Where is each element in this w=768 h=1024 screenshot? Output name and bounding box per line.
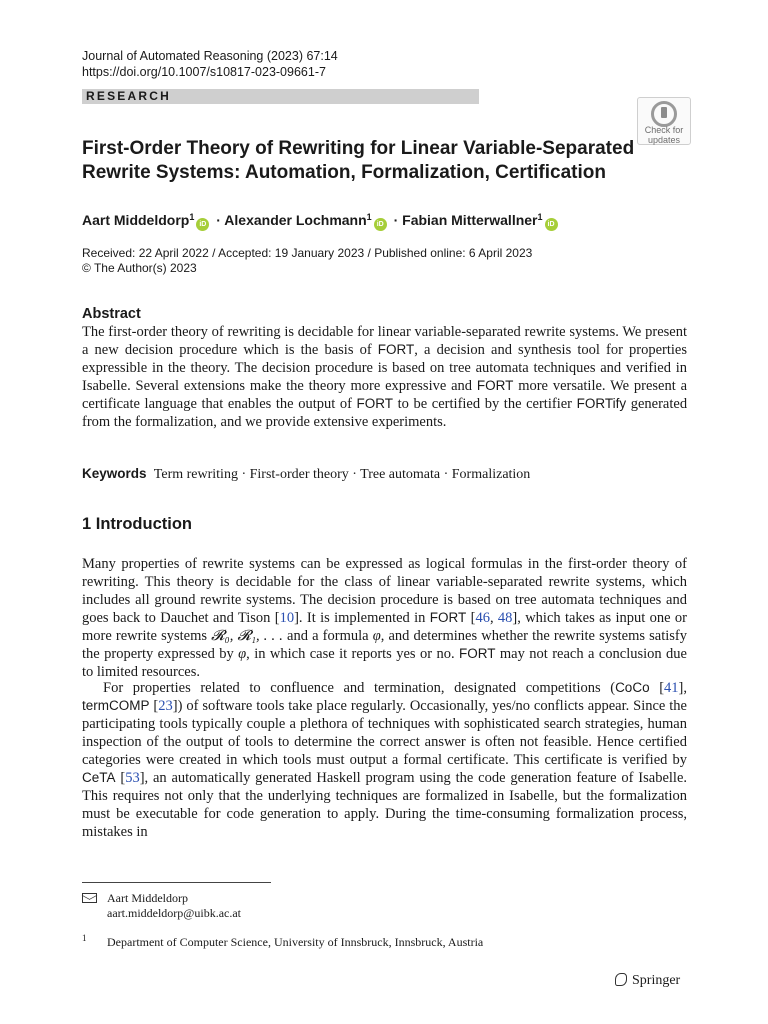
publisher-name: Springer [632, 973, 681, 988]
section-banner [82, 89, 479, 104]
check-updates-text-2: updates [647, 135, 681, 145]
author-list [82, 208, 561, 231]
abstract-body: The first-order theory of rewriting is decidable for linear variable-separated rewrite systems. We present a new decision procedure which is the basis of FORT, a decision and synthesis tool for properties expressible in the theory. The decision procedure is based on tree automata techniques and verified in Isabelle. Several extensions make the theory more expressive and FORT more versatile. We present a certificate language that enables the output of FORT to be certified by the certifier FORTify generated from the formalization, and we provide extensive experiments. [82, 324, 688, 430]
publication-dates [82, 246, 532, 276]
orcid-icon[interactable]: iD [545, 218, 558, 231]
tool-name: CeTA [82, 770, 116, 785]
orcid-icon[interactable]: iD [196, 218, 209, 231]
affiliation-number: 1 [82, 933, 87, 943]
author-affiliation-mark: 1 [366, 212, 372, 222]
doi-link[interactable]: https://doi.org/10.1007/s10817-023-09661-7 [82, 65, 326, 79]
math-formula: φ [372, 628, 381, 644]
citation-link[interactable]: 46 [475, 610, 490, 626]
author-affiliation-mark: 1 [189, 212, 195, 222]
author-separator: · [393, 212, 399, 228]
citation-link[interactable]: 53 [125, 770, 140, 786]
keywords-list: Term rewriting · First-order theory · Tree automata · Formalization [153, 467, 531, 482]
tool-name: termCOMP [82, 698, 150, 713]
copyright: © The Author(s) 2023 [82, 261, 197, 275]
springer-horse-icon [615, 973, 627, 986]
history-dates: Received: 22 April 2022 / Accepted: 19 January 2023 / Published online: 6 April 2023 [82, 246, 533, 260]
corresponding-author-email[interactable]: aart.middeldorp@uibk.ac.at [107, 906, 242, 920]
math-formula: φ [238, 646, 247, 662]
tool-name: FORT [356, 396, 394, 411]
journal-citation: Journal of Automated Reasoning (2023) 67:14 [82, 49, 338, 63]
author-separator: · [216, 212, 221, 228]
author-name: Alexander Lochmann [224, 212, 367, 228]
section-heading-introduction: 1 Introduction [82, 515, 192, 533]
tool-name: FORT [377, 342, 415, 357]
affiliation: Department of Computer Science, University of Innsbruck, Innsbruck, Austria [107, 935, 484, 949]
citation-link[interactable]: 23 [158, 698, 173, 714]
citation-link[interactable]: 41 [664, 680, 679, 696]
footnote-divider [82, 882, 271, 883]
tool-name: FORT [429, 610, 467, 625]
intro-paragraph-2: For properties related to confluence and termination, designated competitions (CoCo [41], termCOMP [23]) of software tools take place regularly. Occasionally, yes/no conflicts appear. Since the participating tools typically couple a plethora of techniques with sophisticated search strategies, human inspection of the output of tools to determine the correct answer is often not feasible. Hence certified categories were created in which tools must output a formal certificate. This certificate is verified by CeTA [53], an automatically generated Haskell program using the code generation feature of Isabelle. This requires not only that the underlying techniques are formalized in Isabelle, but the formalization must be executable for code generation to apply. During the time-consuming formalization process, mistakes in [82, 680, 688, 840]
orcid-icon[interactable]: iD [374, 218, 387, 231]
corresponding-author-name: Aart Middeldorp [107, 891, 188, 905]
author-name: Aart Middeldorp [82, 212, 190, 228]
keywords [82, 465, 530, 484]
check-updates-icon [651, 101, 677, 127]
citation-link[interactable]: 48 [497, 610, 513, 626]
check-updates-text: Check for [644, 125, 684, 135]
tool-name: FORT [476, 378, 514, 393]
paper-title: First-Order Theory of Rewriting for Linear Variable-Separated Rewrite Systems: Automation, Formalization, Certification [82, 138, 635, 183]
tool-name: CoCo [615, 680, 650, 695]
intro-paragraph-1: Many properties of rewrite systems can be expressed as logical formulas in the first-order theory of rewriting. This theory is decidable for the class of linear variable-separated rewrite systems, which includes all ground rewrite systems. The decision procedure is based on tree automata techniques and goes back to Dauchet and Tison [10]. It is implemented in FORT [46, 48], which takes as input one or more rewrite systems 𝓡₀, 𝓡₁, . . . and a formula φ, and determines whether the rewrite systems satisfy the property expressed by φ, in which case it reports yes or no. FORT may not reach a conclusion due to limited resources. [82, 556, 688, 680]
math-rewrite-systems: 𝓡₀, 𝓡₁, . . . [211, 628, 283, 644]
section-label: RESEARCH [86, 89, 171, 103]
author-name: Fabian Mitterwallner [402, 212, 538, 228]
tool-name: FORT [458, 646, 496, 661]
citation-link[interactable]: 10 [279, 610, 295, 626]
journal-header [82, 48, 338, 80]
keywords-label: Keywords [82, 466, 147, 481]
author-affiliation-mark: 1 [537, 212, 543, 222]
corresponding-author [107, 891, 241, 921]
envelope-icon [82, 893, 97, 903]
tool-name: FORTify [576, 396, 627, 411]
abstract-heading: Abstract [82, 306, 141, 322]
publisher-logo [615, 972, 680, 990]
